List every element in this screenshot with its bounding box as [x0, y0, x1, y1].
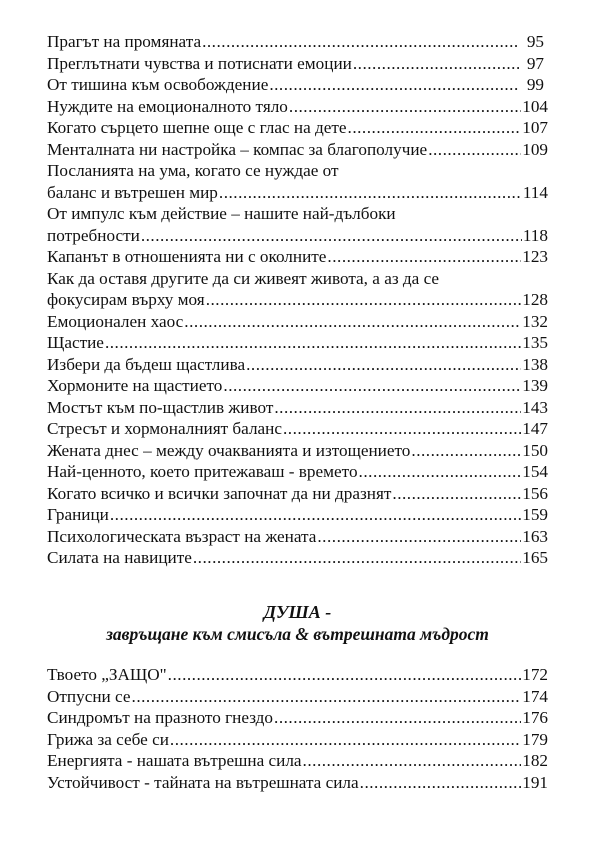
toc-entry[interactable] — [47, 139, 548, 161]
toc-entry-title: Прагът на промяната — [47, 32, 202, 51]
toc-entry[interactable] — [47, 225, 548, 247]
toc-entry-title: баланс и вътрешен мир — [47, 182, 218, 202]
dot-leader — [223, 375, 521, 397]
toc-entry[interactable] — [47, 729, 548, 751]
toc-entry-title: Когато всичко и всички започнат да ни дразнят — [47, 483, 392, 503]
toc-entry-title: Жената днес – между очакванията и изтощението — [47, 440, 411, 460]
toc-entry-title-line1: От импулс към действие – нашите най-дълбоки — [47, 204, 396, 223]
toc-entry-title: Капанът в отношенията ни с околните — [47, 247, 327, 266]
toc-entry-page: 138 — [522, 354, 548, 374]
toc-entry[interactable] — [47, 440, 548, 462]
toc-entry[interactable] — [47, 375, 548, 397]
dot-leader — [353, 53, 519, 75]
toc-entry[interactable] — [47, 53, 548, 75]
table-of-contents-part-1 — [47, 31, 548, 569]
toc-entry[interactable] — [47, 117, 548, 139]
toc-entry-title: Стресът и хормоналният баланс — [47, 419, 282, 438]
toc-entry-page: 176 — [522, 708, 548, 727]
toc-entry-title-line1: Посланията на ума, когато се нуждае от — [47, 161, 339, 180]
toc-entry-page: 123 — [522, 247, 548, 266]
toc-entry-title: Синдромът на празното гнездо — [47, 708, 274, 727]
toc-entry-page: 107 — [522, 118, 548, 137]
dot-leader — [428, 139, 521, 161]
dot-leader — [193, 547, 521, 569]
toc-entry[interactable] — [47, 332, 548, 354]
toc-entry-page: 150 — [522, 440, 548, 460]
toc-entry[interactable] — [47, 772, 548, 794]
toc-entry[interactable] — [47, 311, 548, 333]
toc-entry[interactable] — [47, 354, 548, 376]
toc-entry[interactable] — [47, 289, 548, 311]
dot-leader — [289, 96, 521, 118]
toc-entry-title: Щастие — [47, 333, 104, 352]
dot-leader — [269, 74, 518, 96]
dot-leader — [411, 440, 521, 462]
toc-entry-page: 135 — [522, 333, 548, 352]
toc-entry-title: Твоето „ЗАЩО" — [47, 665, 167, 684]
toc-entry[interactable] — [47, 96, 548, 118]
toc-entry-page: 104 — [522, 96, 548, 116]
dot-leader — [317, 526, 521, 548]
table-of-contents-part-2 — [47, 664, 548, 793]
toc-entry-page: 191 — [522, 772, 548, 792]
toc-entry-page: 154 — [522, 462, 548, 481]
toc-entry-page: 97 — [526, 53, 544, 73]
toc-entry[interactable] — [47, 418, 548, 440]
dot-leader — [132, 686, 522, 708]
dot-leader — [110, 504, 521, 526]
dot-leader — [206, 289, 522, 311]
toc-entry-title: Хормоните на щастието — [47, 376, 223, 395]
toc-entry-title: Когато сърцето шепне още с глас на дете — [47, 118, 347, 137]
dot-leader — [202, 31, 519, 53]
toc-entry-title: Грижа за себе си — [47, 729, 169, 749]
dot-leader — [219, 182, 522, 204]
toc-entry-title: Нуждите на емоционалното тяло — [47, 96, 288, 116]
dot-leader — [359, 461, 522, 483]
toc-entry[interactable] — [47, 707, 548, 729]
toc-entry-page: 182 — [522, 751, 548, 770]
toc-entry-page: 118 — [522, 225, 548, 245]
toc-entry[interactable] — [47, 461, 548, 483]
toc-entry[interactable] — [47, 547, 548, 569]
toc-entry-title: Избери да бъдеш щастлива — [47, 354, 246, 374]
toc-entry-title: Психологическата възраст на жената — [47, 526, 317, 546]
toc-entry-page: 147 — [522, 419, 548, 438]
toc-entry-page: 139 — [522, 376, 548, 395]
dot-leader — [246, 354, 521, 376]
toc-entry-page: 159 — [522, 505, 548, 524]
toc-entry-title: Отпусни се — [47, 686, 131, 706]
toc-entry-title: Менталната ни настройка – компас за благополучие — [47, 139, 428, 159]
toc-entry-title: потребности — [47, 225, 140, 245]
dot-leader — [327, 246, 521, 268]
toc-entry[interactable] — [47, 504, 548, 526]
toc-entry-page: 165 — [522, 548, 548, 567]
toc-entry-page: 156 — [522, 483, 548, 503]
toc-entry[interactable] — [47, 483, 548, 505]
toc-entry[interactable] — [47, 31, 548, 53]
toc-entry-page: 114 — [522, 182, 548, 202]
dot-leader — [141, 225, 522, 247]
toc-entry[interactable] — [47, 246, 548, 268]
toc-entry-title: Най-ценното, което притежаваш - времето — [47, 462, 358, 481]
toc-entry-title: Устойчивост - тайната на вътрешната сила — [47, 772, 359, 792]
dot-leader — [283, 418, 521, 440]
dot-leader — [360, 772, 522, 794]
toc-entry-page: 128 — [522, 290, 548, 309]
toc-entry-page: 174 — [522, 686, 548, 706]
toc-entry[interactable] — [47, 664, 548, 686]
dot-leader — [168, 664, 522, 686]
toc-entry[interactable] — [47, 74, 548, 96]
toc-entry-page: 109 — [522, 139, 548, 159]
toc-entry[interactable] — [47, 686, 548, 708]
toc-entry[interactable] — [47, 397, 548, 419]
toc-entry-title: Граници — [47, 505, 109, 524]
toc-entry-page: 143 — [522, 397, 548, 417]
dot-leader — [303, 750, 522, 772]
toc-entry-title: Силата на навиците — [47, 548, 192, 567]
toc-entry-page: 95 — [526, 32, 544, 51]
toc-entry-title: Енергията - нашата вътрешна сила — [47, 751, 302, 770]
dot-leader — [170, 729, 521, 751]
toc-entry-title: фокусирам върху моя — [47, 290, 205, 309]
dot-leader — [274, 397, 521, 419]
toc-entry[interactable] — [47, 750, 548, 772]
dot-leader — [348, 117, 522, 139]
toc-entry-title: Преглътнати чувства и потиснати емоции — [47, 53, 352, 73]
toc-entry-title-line1: Как да оставя другите да си живеят живота, а аз да се — [47, 268, 440, 288]
toc-entry-page: 163 — [522, 526, 548, 546]
toc-entry-page: 132 — [522, 311, 548, 331]
toc-entry-page: 99 — [526, 75, 544, 94]
section-subtitle: завръщане към смисъла & вътрешната мъдрост — [106, 624, 489, 644]
toc-entry-page: 172 — [522, 665, 548, 684]
dot-leader — [392, 483, 521, 505]
dot-leader — [274, 707, 521, 729]
toc-entry-title: От тишина към освобождение — [47, 75, 269, 94]
toc-entry[interactable] — [47, 526, 548, 548]
toc-entry[interactable] — [47, 182, 548, 204]
section-title: ДУША - — [263, 602, 332, 622]
toc-entry-page: 179 — [522, 729, 548, 749]
dot-leader — [105, 332, 521, 354]
toc-entry-title: Мостът към по-щастлив живот — [47, 397, 274, 417]
dot-leader — [184, 311, 521, 333]
toc-entry-title: Емоционален хаос — [47, 311, 184, 331]
